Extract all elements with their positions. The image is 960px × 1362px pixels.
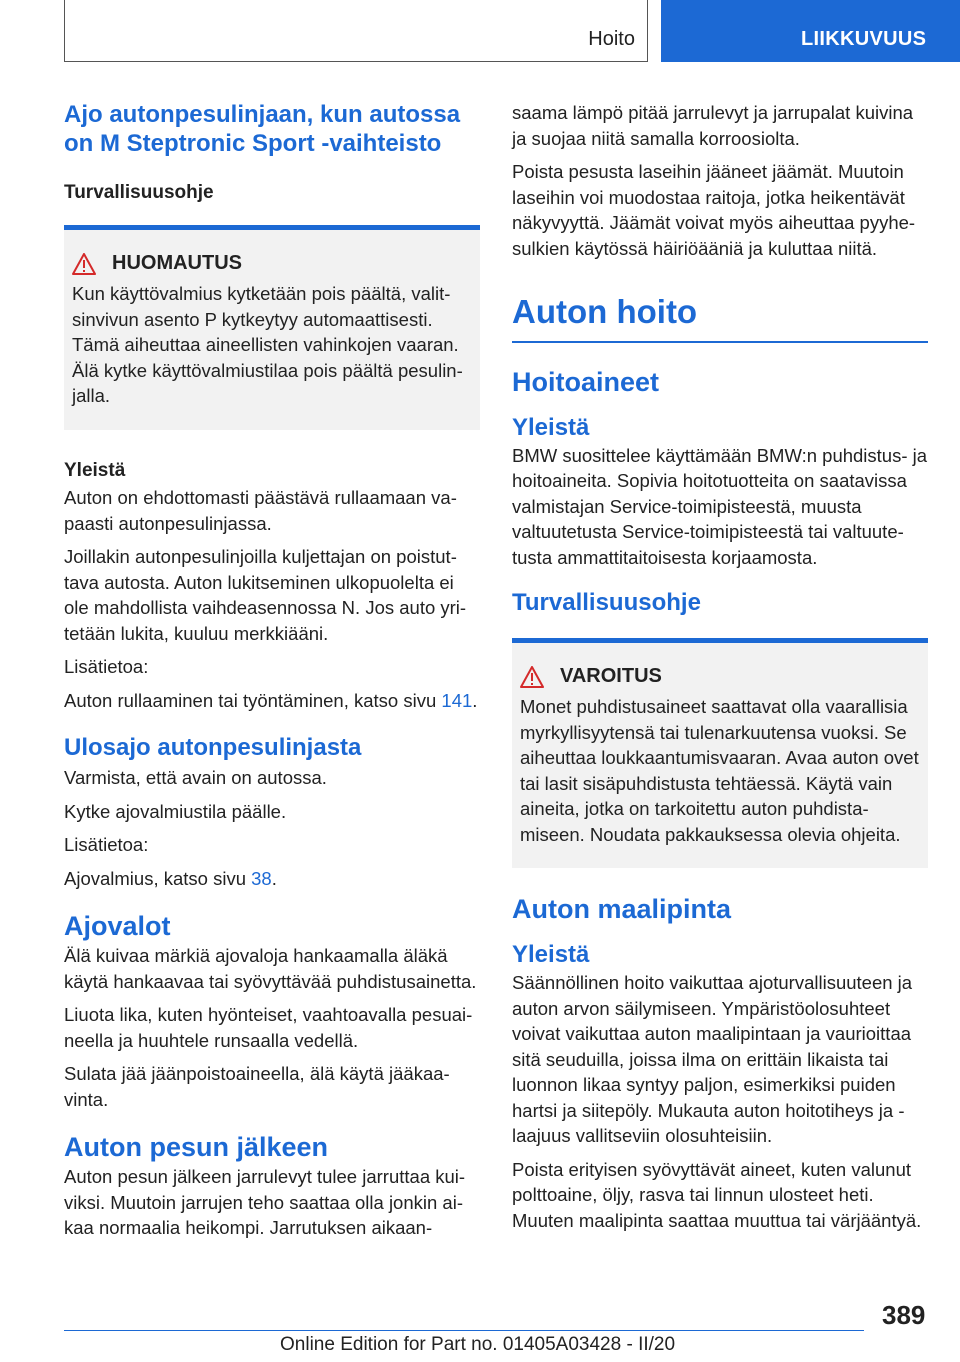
header-chapter-tab (661, 0, 960, 62)
page-link-141[interactable]: 141 (441, 689, 473, 711)
afterwash-heading: Auton pesun jälkeen (64, 1132, 329, 1162)
general-heading: Yleistä (512, 413, 590, 441)
warning-text: Monet puhdistusaineet saattavat olla vaarallisia myrkyllisyytensä tai tulenarkuutensa vuoksi. Se aiheuttaa loukkaantumisvaaran. Avaa auton ovet tai lasit sisäpuhdistusta tehtäessä. Käytä vain aineita, jotka on tarkoitettu auton puhdistamiseen. Noudata pakkauksessa olevia ohjeita. (520, 696, 919, 845)
exit-heading: Ulosajo autonpesulinjasta (64, 734, 362, 761)
general-heading: Yleistä (64, 460, 126, 481)
chapter-heading-car-care: Auton hoito (512, 293, 698, 330)
section-title-carwash: Ajo autonpesulinjaan, kun autossa on M Steptronic Sport -vaihteisto (64, 101, 461, 157)
header-chapter-label: LIIKKUVUUS (801, 28, 927, 50)
paragraph: Kytke ajovalmiustila päälle. (64, 800, 287, 822)
paragraph: Säännöllinen hoito vaikuttaa ajoturvallisuuteen ja auton arvon säilymiseen. Ympäristöolosuhteet voivat vaikuttaa auton maalipintaan ja vaurioittaa sitä seuduilla, joissa ilma on erittäin likaista tai luonnon likaa syntyy paljon, esimerkiksi puiden hartsi ja siitepöly. Mukauta auton hoitotiheys ja -laajuus vallitseviin olosuhteisiin. (512, 972, 913, 1146)
paragraph: Poista pesusta laseihin jääneet jäämät. Muutoin laseihin voi muodostaa raitoja, jotka heikentävät näkyvyyttä. Jäämät voivat myös aiheuttaa pyyhesulkien käytössä häiriöääniä ja kuluttaa niitä. (512, 161, 916, 259)
cross-reference: Ajovalmius, katso sivu 38. (64, 867, 277, 889)
footer-edition: Online Edition for Part no. 01405A03428 - II/20 (280, 1334, 676, 1355)
paragraph: BMW suosittelee käyttämään BMW:n puhdistus- ja hoitoaineita. Sopivia hoitotuotteita on saatavissa valmistajan Service-toimipisteestä, muusta valtuutetusta Service-toimipisteestä tai valtuutetusta ammattitaitoisesta korjaamosta. (512, 444, 928, 568)
page-link-38[interactable]: 38 (251, 867, 272, 889)
reference-text: Auton rullaaminen tai työntäminen, katso sivu (64, 689, 437, 711)
paragraph: Liuota lika, kuten hyönteiset, vaahtoavalla pesuaineella ja huuhtele runsaalla vedellä. (64, 1004, 473, 1051)
warning-box (512, 638, 928, 868)
paragraph: saama lämpö pitää jarrulevyt ja jarrupalat kuivina ja suojaa niitä samalla korroosiolta. (512, 102, 914, 149)
paragraph: Lisätietoa: (64, 834, 149, 855)
paragraph: Joillakin autonpesulinjoilla kuljettajan on poistuttava autosta. Auton lukitseminen ulkopuolelta ei ole mahdollista vaihdeasennossa N. Jos auto yritetään lukita, kuuluu merkkiääni. (64, 546, 467, 644)
left-column (64, 100, 480, 1249)
safety-heading: Turvallisuusohje (64, 182, 214, 203)
paragraph: Auton pesun jälkeen jarrulevyt tulee jarruttaa kuiviksi. Muutoin jarrujen teho saattaa olla jonkin aikaa normaalia heikompi. Jarrutuksen aikaan- (64, 1166, 466, 1238)
paragraph: Varmista, että avain on autossa. (64, 767, 327, 788)
cross-reference: Auton rullaaminen tai työntäminen, katso sivu 141. (64, 689, 478, 711)
paint-general-heading: Yleistä (512, 941, 590, 968)
safety-heading: Turvallisuusohje (512, 589, 701, 616)
notice-box (64, 225, 480, 430)
paragraph: Lisätietoa: (64, 656, 149, 677)
reference-text: Ajovalmius, katso sivu (64, 867, 246, 889)
page-number: 389 (882, 1300, 926, 1330)
paragraph: Sulata jää jäänpoistoaineella, älä käytä jääkaavinta. (64, 1063, 450, 1110)
right-column (512, 100, 928, 1241)
header-section-label: Hoito (588, 28, 635, 50)
paragraph: Poista erityisen syövyttävät aineet, kuten valunut polttoaine, öljy, rasva tai linnun ulosteet heti. Muuten maalipinta saattaa muuttua tai värjääntyä. (512, 1158, 922, 1231)
headlights-heading: Ajovalot (64, 911, 171, 941)
warning-triangle-icon (520, 666, 544, 688)
warning-triangle-icon (72, 253, 96, 275)
paint-heading: Auton maalipinta (512, 894, 732, 924)
footer-rule (64, 1330, 864, 1331)
warning-label: VAROITUS (560, 665, 662, 687)
header-section-box (64, 0, 648, 62)
paragraph: Auton on ehdottomasti päästävä rullaamaan vapaasti autonpesulinjassa. (64, 487, 457, 534)
products-heading: Hoitoaineet (512, 366, 660, 397)
paragraph: Älä kuivaa märkiä ajovaloja hankaamalla äläkä käytä hankaavaa tai syövyttävää puhdistusainetta. (64, 945, 477, 992)
notice-text: Kun käyttövalmius kytketään pois päältä, valitsinvivun asento P kytkeytyy automaattisesti. Tämä aiheuttaa aineellisten vahinkojen vaaran. Älä kytke käyttövalmiustilaa pois päältä pesulinjalla. (72, 283, 463, 406)
notice-label: HUOMAUTUS (112, 252, 242, 274)
